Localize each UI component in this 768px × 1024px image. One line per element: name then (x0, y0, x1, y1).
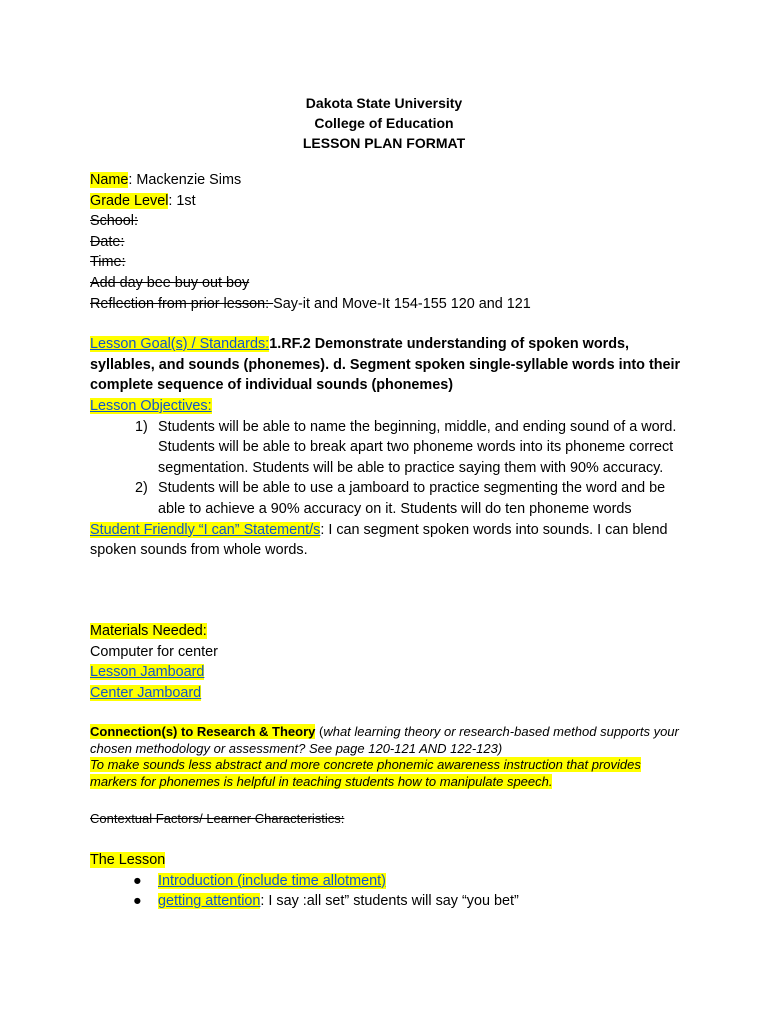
student-friendly-label[interactable]: Student Friendly “I can” Statement/s (90, 521, 321, 538)
university-name: Dakota State University (305, 95, 463, 111)
objective-number: 1) (135, 418, 148, 435)
research-question: what learning theory or research-based method supports your chosen methodology or assessment? See page 120-121 AND 122-123) (90, 724, 679, 756)
lesson-list (90, 871, 690, 912)
materials-section (90, 621, 690, 703)
student-friendly-text: : I can segment spoken words into sounds. I can blend spoken sounds from whole words. (90, 521, 668, 559)
reflection-row (90, 294, 690, 315)
list-item (90, 891, 690, 912)
objectives-list (90, 417, 690, 520)
materials-label: Materials Needed: (90, 623, 207, 639)
name-label: Name (90, 172, 129, 188)
grade-value: : 1st (168, 192, 196, 209)
center-jamboard-link[interactable]: Center Jamboard (90, 684, 202, 701)
objective-text: Students will be able to use a jamboard to practice segmenting the word and be able to achieve a 90% accuracy on it. Students will do ten phoneme words (158, 480, 666, 517)
contextual-factors: Contextual Factors/ Learner Characteristics: (90, 811, 345, 826)
goals-section (90, 334, 690, 396)
name-row (90, 170, 690, 191)
grade-row (90, 191, 690, 212)
goals-label[interactable]: Lesson Goal(s) / Standards: (90, 336, 270, 352)
objective-text: Students will be able to name the beginning, middle, and ending sound of a word. Students will be able to break apart two phoneme words into its phoneme correct segmentation. Students will be able to practice saying them with 90% accuracy. (158, 418, 677, 476)
introduction-link[interactable]: Introduction (include time allotment) (158, 872, 386, 889)
college-name: College of Education (314, 115, 454, 131)
time-row: Time: (90, 254, 126, 271)
school-row: School: (90, 213, 138, 230)
objectives-section (90, 396, 690, 561)
document-header (0, 93, 768, 153)
getting-attention-link[interactable]: getting attention (158, 893, 261, 910)
info-section (90, 170, 690, 314)
name-value: : Mackenzie Sims (128, 172, 242, 188)
extra-row: Add day bee buy out boy (90, 274, 250, 291)
reflection-label: Reflection from prior lesson: (90, 295, 274, 312)
objectives-label[interactable]: Lesson Objectives: (90, 398, 212, 414)
research-paren: ( (315, 724, 324, 739)
student-friendly-row (90, 520, 690, 561)
research-section (90, 724, 690, 790)
research-answer: To make sounds less abstract and more concrete phonemic awareness instruction that provides markers for phonemes is helpful in teaching students how to manipulate speech. (90, 757, 641, 789)
bullet-icon: ● (133, 872, 142, 889)
format-title: LESSON PLAN FORMAT (302, 135, 466, 151)
grade-label: Grade Level (90, 192, 169, 209)
objective-item (90, 417, 690, 479)
objective-item (90, 478, 690, 519)
goals-text: 1.RF.2 Demonstrate understanding of spoken words, syllables, and sounds (phonemes). d. Segment spoken single-syllable words into their complete sequence of individual sounds (phonemes) (90, 336, 681, 394)
lesson-label: The Lesson (90, 852, 166, 868)
list-item (90, 871, 690, 892)
research-label: Connection(s) to Research & Theory (90, 724, 316, 739)
lesson-section (90, 850, 690, 912)
attention-text: : I say :all set” students will say “you bet” (260, 893, 519, 910)
date-row: Date: (90, 233, 125, 250)
materials-item: Computer for center (90, 643, 218, 660)
lesson-jamboard-link[interactable]: Lesson Jamboard (90, 664, 205, 681)
bullet-icon: ● (133, 893, 142, 910)
reflection-value: Say-it and Move-It 154-155 120 and 121 (273, 295, 531, 312)
objective-number: 2) (135, 480, 148, 497)
